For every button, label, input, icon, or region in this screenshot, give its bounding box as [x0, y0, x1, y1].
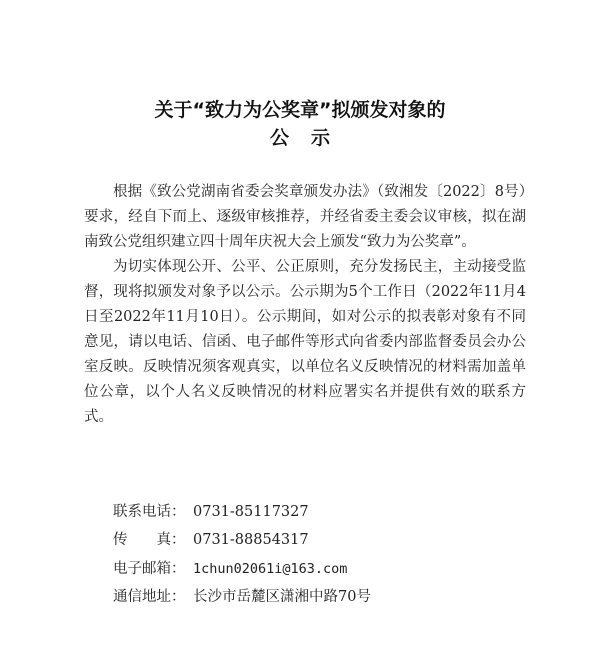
contact-phone-value: 0731-85117327 [193, 504, 309, 520]
contact-fax [113, 530, 309, 550]
title-line-1: 关于“致力为公奖章”拟颁发对象的 [154, 99, 446, 121]
contact-phone-label: 联系电话： [113, 504, 186, 520]
document-title [0, 96, 600, 152]
contact-email [113, 559, 347, 579]
paragraph-basis: 根据《致公党湖南省委会奖章颁发办法》（致湘发〔2022〕8号）要求，经自下而上、逐级审核推荐，并经省委主委会议审核，拟在湖南致公党组织建立四十周年庆祝大会上颁发“致力为公奖章”。 [84, 184, 526, 250]
contact-fax-label: 传 真： [113, 532, 186, 548]
contact-address-value: 长沙市岳麓区潇湘中路70号 [193, 589, 371, 605]
contact-fax-value: 0731-88854317 [193, 532, 309, 548]
title-line-2: 公示 [269, 127, 352, 149]
contact-address-label: 通信地址： [113, 589, 186, 605]
contact-phone [113, 502, 309, 522]
contact-email-label: 电子邮箱： [113, 561, 186, 577]
document-body [84, 180, 526, 430]
contact-address [113, 587, 371, 607]
paragraph-publicity: 为切实体现公开、公平、公正原则，充分发扬民主，主动接受监督，现将拟颁发对象予以公示。公示期为5个工作日（2022年11月4日至2022年11月10日）。公示期间，如对公示的拟表彰对象有不同意见，请以电话、信函、电子邮件等形式向省委内部监督委员会办公室反映。反映情况须客观真实，以单位名义反映情况的材料需加盖单位公章，以个人名义反映情况的材料应署实名并提供有效的联系方式。 [84, 259, 526, 425]
contact-email-value: 1chun02061i@163.com [193, 561, 348, 577]
